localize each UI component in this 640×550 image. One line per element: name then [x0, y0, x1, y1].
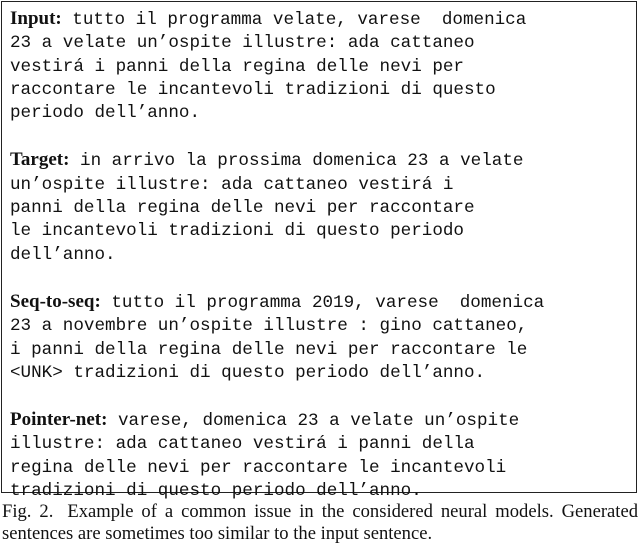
- example-label: Seq-to-seq:: [10, 290, 101, 312]
- example-line: raccontare le incantevoli tradizioni di questo: [10, 79, 496, 100]
- example-line: 23 a novembre un’ospite illustre : gino cattaneo,: [10, 316, 528, 337]
- example-line: regina delle nevi per raccontare le incantevoli: [10, 457, 507, 478]
- example-line: Input: tutto il programma velate, varese domenica: [10, 8, 527, 30]
- example-line: 23 a velate un’ospite illustre: ada cattaneo: [10, 33, 475, 54]
- example-line: un’ospite illustre: ada cattaneo vestirá i: [10, 174, 454, 195]
- example-pointer-net: [10, 408, 628, 503]
- example-input: [10, 7, 628, 125]
- example-line: Target: in arrivo la prossima domenica 23 a velate: [10, 149, 524, 172]
- example-label: Pointer-net:: [10, 409, 108, 431]
- examples-box: [1, 1, 637, 502]
- example-line: Pointer-net: varese, domenica 23 a velate un’ospite: [10, 409, 520, 432]
- caption-text: Example of a common issue in the considered neural models. Generated sentences are sometimes too similar to the input sentence.: [2, 501, 639, 544]
- figure-number: Fig. 2.: [2, 501, 54, 522]
- example-line: Seq-to-seq: tutto il programma 2019, varese domenica: [10, 290, 545, 313]
- figure-caption: [2, 501, 638, 545]
- example-line: panni della regina delle nevi per raccontare: [10, 198, 475, 219]
- example-line: le incantevoli tradizioni di questo periodo: [10, 221, 464, 242]
- example-line: <UNK> tradizioni di questo periodo dell’anno.: [10, 362, 486, 383]
- example-label: Target:: [10, 149, 70, 171]
- example-line: i panni della regina delle nevi per raccontare le: [10, 339, 528, 360]
- example-target: [10, 148, 628, 266]
- example-seq-to-seq: [10, 290, 628, 385]
- example-line: periodo dell’anno.: [10, 103, 201, 124]
- example-label: Input:: [10, 8, 62, 29]
- example-line: tradizioni di questo periodo dell’anno.: [10, 481, 422, 502]
- example-line: illustre: ada cattaneo vestirá i panni della: [10, 434, 475, 455]
- example-line: vestirá i panni della regina delle nevi per: [10, 56, 464, 77]
- example-line: dell’anno.: [10, 244, 116, 265]
